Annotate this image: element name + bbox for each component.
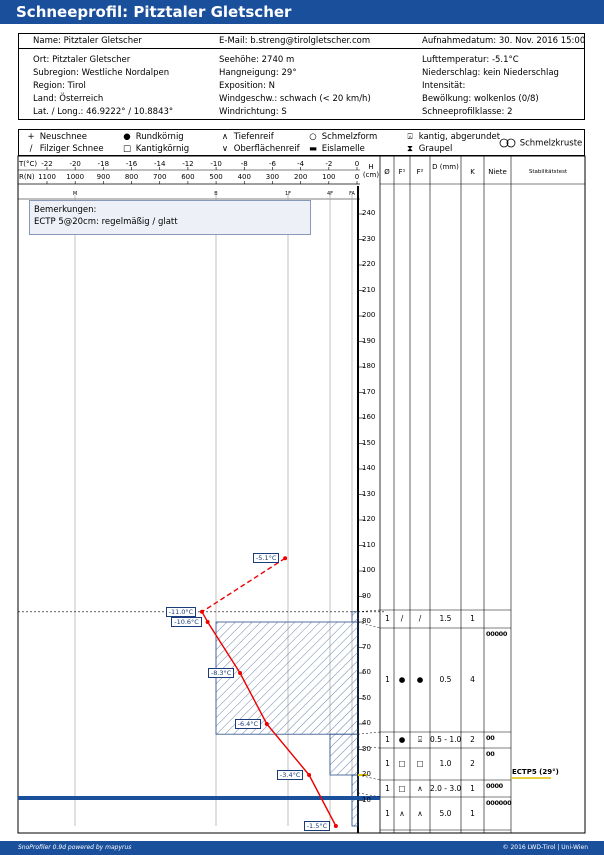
t-tick-label: -4 — [297, 160, 305, 168]
r-tick-label: 1000 — [66, 173, 85, 181]
niederschlag-field: Niederschlag: kein Niederschlag — [422, 68, 559, 78]
filled-rect-icon: ▬ — [308, 144, 318, 154]
caret-up-icon: ∧ — [221, 132, 229, 142]
layer-f2: ● — [416, 675, 424, 684]
layer-oe: 1 — [385, 808, 390, 818]
layer-f1: ● — [398, 675, 406, 684]
layer-connector — [358, 732, 380, 734]
stability-test-label: ECTP5 (29°) — [512, 768, 559, 776]
r-tick-label: 800 — [124, 173, 139, 181]
layer-oe: 1 — [385, 759, 390, 768]
t-tick-label: -6 — [268, 160, 276, 168]
slash-icon: / — [29, 144, 33, 154]
k-header: K — [470, 168, 475, 176]
layer-oe: 1 — [385, 675, 390, 684]
t-tick-label: -2 — [325, 160, 333, 168]
hardness-tick-label: 1F — [284, 191, 292, 197]
h-tick-label: 20 — [362, 770, 371, 778]
t-tick-label: -20 — [69, 160, 81, 168]
temperature-label: -10.6°C — [171, 617, 202, 627]
legend-rundkoernig: ● Rundkörnig — [121, 132, 184, 142]
h-tick-label: 240 — [362, 209, 376, 217]
t-tick-label: -12 — [182, 160, 194, 168]
hardness-tick-label: 4F — [326, 191, 334, 197]
layer-oe: 1 — [385, 783, 390, 793]
h-tick-label: 60 — [362, 668, 371, 676]
f1-header: F¹ — [398, 168, 406, 176]
luft-field: Lufttemperatur: -5.1°C — [422, 55, 519, 65]
oe-header: Ø — [384, 168, 390, 176]
legend-schmelzform: ○ Schmelzform — [307, 132, 377, 142]
f2-header: F² — [416, 168, 424, 176]
page-title: Schneeprofil: Pitztaler Gletscher — [0, 0, 604, 24]
t-axis-label: T(°C) — [19, 160, 38, 168]
bewoelkung-field: Bewölkung: wolkenlos (0/8) — [422, 94, 539, 104]
r-tick-label: 900 — [96, 173, 111, 181]
h-tick-label: 120 — [362, 515, 376, 523]
h-tick-label: 150 — [362, 438, 376, 447]
windrichtung-field: Windrichtung: S — [219, 107, 287, 117]
open-square-icon: □ — [122, 144, 132, 154]
remarks-title: Bemerkungen: — [34, 205, 97, 215]
stab-header: Stabilitätstest — [528, 169, 568, 175]
legend-schmelzkruste: Schmelzkruste — [499, 138, 582, 149]
h-tick-label: 130 — [362, 489, 376, 498]
caret-down-icon: ∨ — [221, 144, 229, 154]
layer-k: 2 — [470, 759, 475, 768]
h-tick-label: 30 — [362, 744, 371, 753]
r-tick-label: 400 — [237, 173, 251, 181]
h-tick-label: 170 — [362, 387, 376, 396]
r-tick-label: 200 — [293, 173, 308, 181]
seehoehe-field: Seehöhe: 2740 m — [219, 55, 295, 65]
temperature-point — [334, 824, 338, 828]
layer-k: 2 — [470, 735, 475, 744]
layer-d: 0.5 — [439, 675, 452, 684]
subregion-field: Subregion: Westliche Nordalpen — [33, 68, 170, 78]
h-tick-label: 70 — [362, 642, 371, 651]
niete-header: Niete — [488, 168, 507, 176]
r-tick-label: 1100 — [38, 173, 56, 181]
intensitaet-field: Intensität: — [422, 81, 466, 91]
t-tick-label: -16 — [125, 160, 138, 168]
h-tick-label: 210 — [362, 285, 376, 294]
h-tick-label: 10 — [362, 795, 371, 804]
layer-niete: 0000 — [486, 782, 503, 790]
r-tick-label: 0 — [354, 173, 360, 181]
h-tick-label: 140 — [362, 464, 376, 472]
temperature-label: -1.5°C — [304, 821, 330, 831]
footer-left: SnoProfiler 0.9d powered by mapyrus — [18, 844, 132, 851]
graupel-icon: ⧗ — [407, 144, 413, 154]
t-tick-label: -14 — [154, 160, 166, 168]
layer-f2: ∧ — [417, 783, 423, 793]
hardness-tick-label: M — [72, 191, 78, 197]
r-tick-label: 600 — [181, 173, 195, 181]
name-field: Name: Pitztaler Gletscher — [33, 36, 142, 46]
layer-niete: 00000 — [486, 630, 508, 638]
layer-niete: 000000 — [486, 799, 512, 807]
t-tick-label: -8 — [240, 160, 248, 168]
layer-k: 1 — [470, 614, 475, 623]
h-tick-label: 220 — [362, 260, 376, 268]
layer-d: 1.0 — [439, 759, 452, 768]
hangneigung-field: Hangneigung: 29° — [219, 68, 297, 78]
legend-neuschnee: + Neuschnee — [25, 132, 87, 142]
t-tick-label: -10 — [210, 160, 222, 168]
layer-f2: □ — [416, 759, 424, 768]
footer — [0, 841, 604, 855]
h-tick-label: 160 — [362, 413, 376, 421]
legend-graupel: ⧗ Graupel — [404, 144, 452, 154]
temperature-label: -3.4°C — [277, 770, 303, 780]
h-tick-label: 190 — [362, 336, 376, 345]
r-tick-label: 100 — [322, 173, 336, 181]
layer-f1: ● — [398, 735, 406, 744]
layer-k: 1 — [470, 808, 475, 818]
layer-connector — [358, 610, 380, 612]
hardness-tick-label: FA — [349, 191, 355, 197]
layer-d: 5.0 — [439, 808, 452, 818]
layer-d: 2.0 - 3.0 — [430, 783, 462, 793]
temperature-label: -6.4°C — [235, 719, 261, 729]
hardness-layer-rounded — [216, 622, 358, 734]
r-tick-label: 700 — [153, 173, 167, 181]
layer-f2: / — [418, 614, 422, 623]
t-tick-label: 0 — [354, 160, 360, 168]
h-tick-label: 230 — [362, 234, 376, 243]
temperature-label: -5.1°C — [253, 553, 279, 563]
exposition-field: Exposition: N — [219, 81, 275, 91]
layer-d: 1.5 — [439, 614, 452, 623]
h-tick-label: 90 — [362, 591, 371, 600]
plus-icon: + — [27, 132, 35, 142]
t-tick-label: -18 — [97, 160, 110, 168]
hardness-layer-faceted — [330, 734, 358, 775]
temperature-segment — [202, 558, 285, 612]
remarks-box — [29, 200, 311, 235]
rounded-square-icon: ⍓ — [407, 132, 413, 142]
legend-tiefenreif: ∧ Tiefenreif — [219, 132, 274, 142]
layer-k: 4 — [470, 675, 475, 684]
h-tick-label: 40 — [362, 719, 371, 727]
email-field: E-Mail: b.streng@tirolgletscher.com — [219, 36, 371, 46]
temperature-label: -8.3°C — [208, 668, 234, 678]
layer-k: 1 — [470, 783, 475, 793]
h-tick-label: 110 — [362, 540, 376, 549]
r-axis-label: R(N) — [19, 173, 35, 181]
date-field: Aufnahmedatum: 30. Nov. 2016 15:00 — [422, 36, 586, 46]
h-tick-label: 200 — [362, 311, 376, 319]
layer-f1: / — [400, 614, 404, 623]
h-tick-label: 180 — [362, 362, 376, 370]
t-tick-label: -22 — [41, 160, 53, 168]
footer-right: © 2016 LWD-Tirol | Uni-Wien — [502, 844, 588, 851]
h-tick-label: 100 — [362, 566, 376, 574]
layer-oe: 1 — [385, 614, 390, 623]
layer-f2: ⍓ — [417, 735, 423, 744]
temperature-label: -11.0°C — [166, 607, 197, 617]
layer-niete: 00 — [486, 734, 495, 742]
r-tick-label: 300 — [265, 173, 280, 181]
region-field: Region: Tirol — [33, 81, 86, 91]
legend-oberflaechenreif: ∨ Oberflächenreif — [219, 144, 300, 154]
klasse-field: Schneeprofilklasse: 2 — [422, 107, 513, 117]
legend-filziger-schnee: / Filziger Schnee — [25, 144, 104, 154]
land-field: Land: Österreich — [33, 94, 104, 104]
layer-oe: 1 — [385, 735, 390, 744]
h-tick-label: 50 — [362, 693, 371, 702]
d-header: D (mm) — [432, 163, 459, 171]
temperature-segment — [309, 775, 336, 826]
open-circle-icon: ○ — [309, 132, 317, 142]
ort-field: Ort: Pitztaler Gletscher — [33, 55, 131, 65]
layer-f1: □ — [398, 759, 406, 768]
legend-eislamelle: ▬ Eislamelle — [308, 144, 365, 154]
remarks-text: ECTP 5@20cm: regelmäßig / glatt — [34, 217, 178, 227]
h-axis-label: H (cm) — [362, 163, 380, 179]
hardness-tick-label: B — [214, 191, 218, 197]
wind-field: Windgeschw.: schwach (< 20 km/h) — [219, 94, 371, 104]
h-tick-label: 80 — [362, 617, 371, 625]
legend-kantig-abgerundet: ⍓ kantig, abgerundet — [404, 132, 500, 142]
legend-kantigkoernig: □ Kantigkörnig — [122, 144, 190, 154]
layer-d: 0.5 - 1.0 — [430, 735, 462, 744]
latlong-field: Lat. / Long.: 46.9222° / 10.8843° — [33, 107, 174, 117]
hardness-layer-top — [352, 612, 358, 622]
layer-f1: ∧ — [399, 808, 405, 818]
ground-line — [18, 796, 380, 800]
filled-circle-icon: ● — [123, 132, 131, 142]
layer-niete: 00 — [486, 750, 495, 758]
hardness-layer-base — [352, 775, 358, 826]
layer-f1: □ — [398, 783, 406, 793]
layer-f2: ∧ — [417, 808, 423, 818]
r-tick-label: 500 — [209, 173, 223, 181]
